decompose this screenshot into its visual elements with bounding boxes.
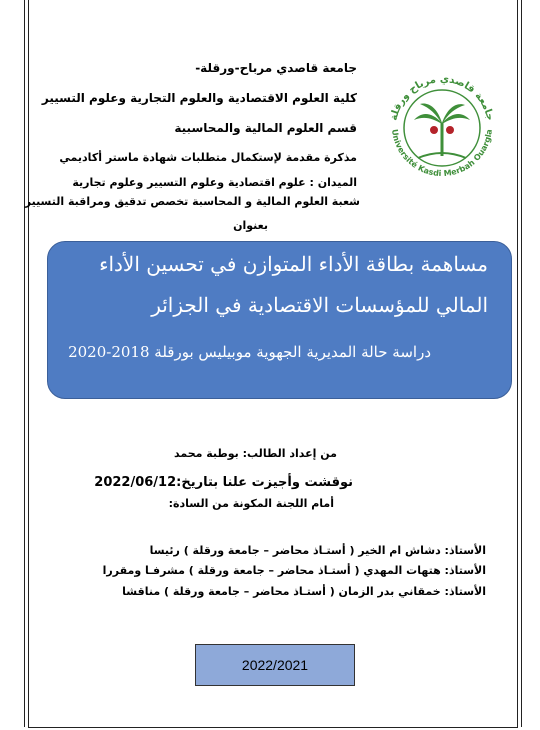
faculty-name: كلية العلوم الاقتصادية والعلوم التجارية وعلوم التسيير [41,91,357,105]
department-name: قسم العلوم المالية والمحاسبية [174,121,357,135]
university-logo [382,68,502,186]
academic-year: 2022/2021 [241,657,309,673]
committee-intro: أمام اللجنة المكونة من السادة: [168,497,334,510]
thesis-title-box [47,241,512,399]
under-title-label: بعنوان [233,219,268,232]
student-name: من إعداد الطالب: بوطبة محمد [173,447,337,460]
defense-date: نوقشت وأجيزت علنا بتاريخ:2022/06/12 [94,475,353,490]
field-line: الميدان : علوم اقتصادية وعلوم التسيير وعلوم تجارية [72,176,357,189]
branch-line: شعبة العلوم المالية و المحاسبة تخصص تدقيق ومراقبة التسيير [24,195,360,208]
committee-member: الأستاذ: خمقاني بدر الزمان ( أستـاذ محاضر – جامعة ورقلة ) مناقشا [122,585,486,598]
logo-latin-name: Université Kasdi Merbah Ouargla [390,128,494,179]
committee-member: الأستاذ: دشاش ام الخير ( أستـاذ محاضر – جامعة ورقلة ) رئيسا [149,544,486,557]
thesis-title-line1: مساهمة بطاقة الأداء المتوازن في تحسين الأداء [99,252,488,276]
thesis-subtitle: دراسة حالة المديرية الجهوية موبيليس بورقلة 2018-2020 [68,343,431,361]
thesis-title-line2: المالي للمؤسسات الاقتصادية في الجزائر [151,293,488,317]
academic-year-box [195,644,355,686]
university-name: جامعة قاصدي مرباح-ورقلة- [195,61,357,75]
logo-arabic-name: جامعة قاصدي مرباح ورقلة [388,73,496,122]
committee-member: الأستاذ: هتهات المهدي ( أستـاذ محاضر – جامعة ورقلة ) مشرفـا ومقررا [102,564,486,577]
memo-line: مذكرة مقدمة لإستكمال متطلبات شهادة ماستر أكاديمي [59,151,357,164]
